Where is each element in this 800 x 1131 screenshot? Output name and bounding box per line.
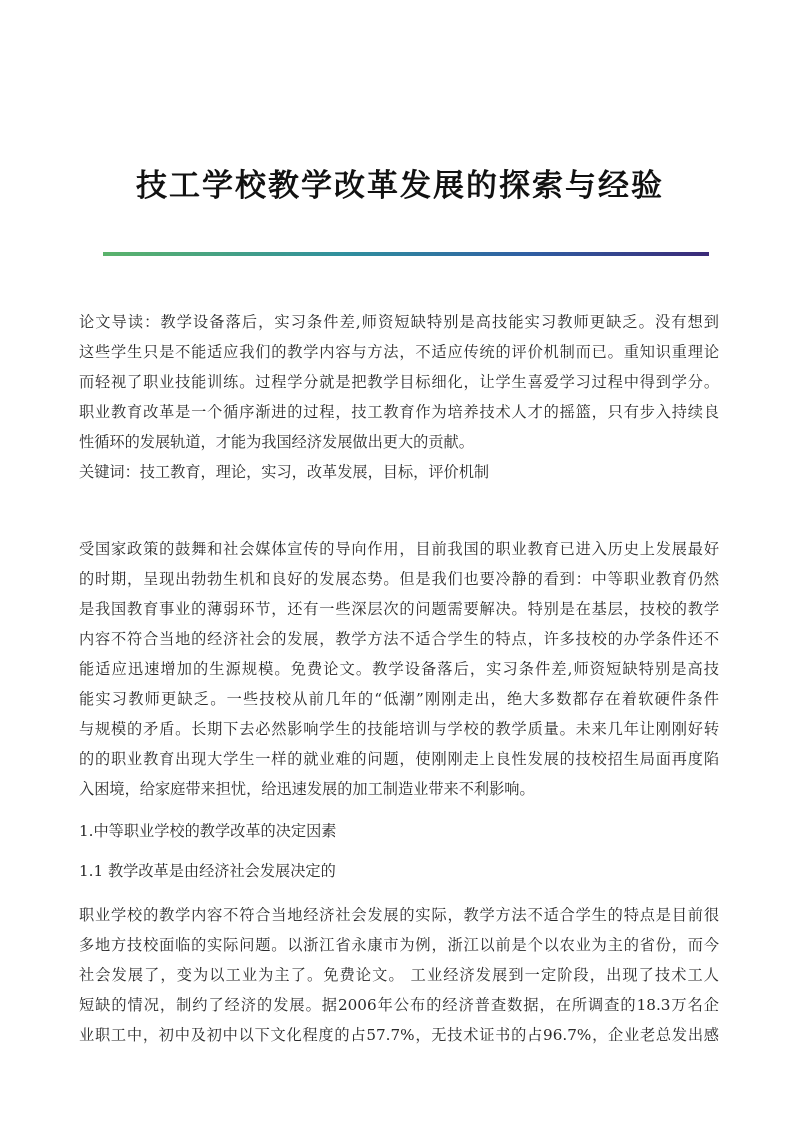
body-line: 入困境，给家庭带来担忧，给迅速发展的加工制造业带来不利影响。 xyxy=(79,780,535,798)
section-line: 职业学校的教学内容不符合当地经济社会发展的实际，教学方法不适合学生的特点是目前很 xyxy=(79,906,719,924)
section-heading: 1.中等职业学校的教学改革的决定因素 xyxy=(79,822,337,840)
abstract-line: 这些学生只是不能适应我们的教学内容与方法，不适应传统的评价机制而已。重知识重理论 xyxy=(79,343,719,361)
abstract-line: 职业教育改革是一个循序渐进的过程，技工教育作为培养技术人才的摇篮，只有步入持续良 xyxy=(79,403,719,421)
document-title: 技工学校教学改革发展的探索与经验 xyxy=(136,168,664,204)
body-line: 能实习教师更缺乏。一些技校从前几年的“低潮”刚刚走出，绝大多数都存在着软硬件条件 xyxy=(79,690,719,708)
body-line: 的的职业教育出现大学生一样的就业难的问题，使刚刚走上良性发展的技校招生局面再度陷 xyxy=(79,750,719,768)
body-line: 是我国教育事业的薄弱环节，还有一些深层次的问题需要解决。特别是在基层，技校的教学 xyxy=(79,600,719,618)
body-line: 的时期，呈现出勃勃生机和良好的发展态势。但是我们也要冷静的看到：中等职业教育仍然 xyxy=(79,570,719,588)
abstract-line: 论文导读：教学设备落后，实习条件差,师资短缺特别是高技能实习教师更缺乏。没有想到 xyxy=(79,313,719,331)
body-line: 受国家政策的鼓舞和社会媒体宣传的导向作用，目前我国的职业教育已进入历史上发展最好 xyxy=(79,540,719,558)
abstract-line: 性循环的发展轨道，才能为我国经济发展做出更大的贡献。 xyxy=(79,433,474,451)
abstract-line: 而轻视了职业技能训练。过程学分就是把教学目标细化，让学生喜爱学习过程中得到学分。 xyxy=(79,373,719,391)
subsection-heading: 1.1 教学改革是由经济社会发展决定的 xyxy=(79,862,336,880)
body-line: 与规模的矛盾。长期下去必然影响学生的技能培训与学校的教学质量。未来几年让刚刚好转 xyxy=(79,720,719,738)
section-line: 短缺的情况，制约了经济的发展。据2006年公布的经济普查数据，在所调查的18.3万名企 xyxy=(79,996,719,1014)
title-divider xyxy=(103,252,709,256)
section-line: 多地方技校面临的实际问题。以浙江省永康市为例，浙江以前是个以农业为主的省份，而今 xyxy=(79,936,719,954)
section-line: 社会发展了，变为以工业为主了。免费论文。 工业经济发展到一定阶段，出现了技术工人 xyxy=(79,966,719,984)
keywords-line: 关键词：技工教育，理论，实习，改革发展，目标，评价机制 xyxy=(79,463,490,481)
section-line: 业职工中，初中及初中以下文化程度的占57.7%，无技术证书的占96.7%，企业老总发出感 xyxy=(79,1026,719,1044)
body-line: 内容不符合当地的经济社会的发展，教学方法不适合学生的特点，许多技校的办学条件还不 xyxy=(79,630,719,648)
body-line: 能适应迅速增加的生源规模。免费论文。教学设备落后，实习条件差,师资短缺特别是高技 xyxy=(79,660,719,678)
